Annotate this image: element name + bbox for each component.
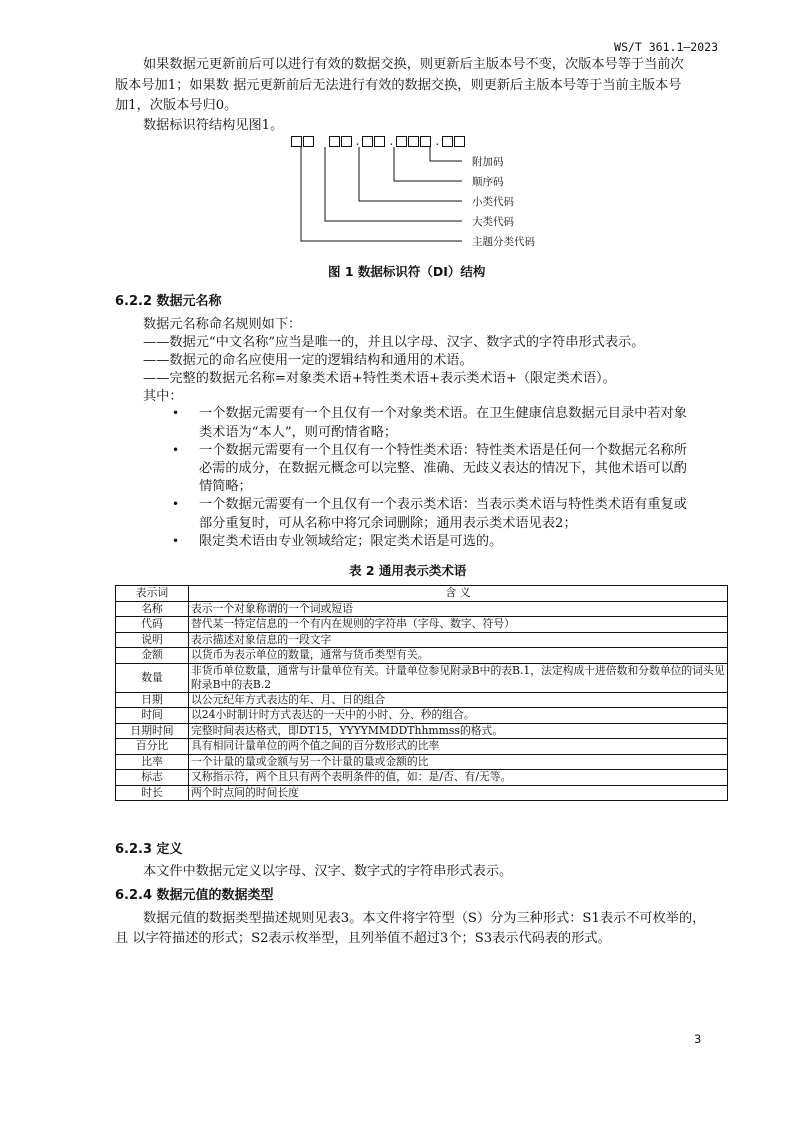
table-row [116,617,728,633]
meaning-cell: 表示一个对象称谓的一个词或短语 [189,601,728,617]
general-representation-terms-table [115,585,728,801]
term-cell: 数量 [116,663,189,692]
identifier-separator: . [389,134,394,148]
term-cell: 说明 [116,632,189,648]
label-subject-category-code: 主题分类代码 [472,236,535,248]
intro-line-2: 版本号加1；如果数 据元更新前后无法进行有效的数据交换，则更新后主版本号等于当前主版本号 [115,78,682,93]
table-row [116,739,728,755]
meaning-cell: 又称指示符，两个且只有两个表明条件的值，如：是/否、有/无等。 [189,770,728,786]
identifier-structure-connectors [0,0,793,260]
section-6-2-4-heading: 6.2.4 数据元值的数据类型 [115,888,274,903]
table-row [116,632,728,648]
term-cell: 金额 [116,648,189,664]
among-label: 其中： [143,389,183,404]
table-row [116,754,728,770]
bullet-2-line-1: 一个数据元需要有一个且仅有一个特性类术语：特性类术语是任何一个数据元名称所 [199,443,687,458]
term-cell: 标志 [116,770,189,786]
meaning-cell: 具有相同计量单位的两个值之间的百分数形式的比率 [189,739,728,755]
table-row [116,692,728,708]
meaning-cell: 替代某一特定信息的一个有内在规则的字符串（字母、数字、符号） [189,617,728,633]
meaning-cell: 以货币为表示单位的数量，通常与货币类型有关。 [189,648,728,664]
naming-rule-2: ——数据元的命名应使用一定的逻辑结构和通用的术语。 [143,353,473,368]
page-number: 3 [694,1032,702,1046]
definition-text: 本文件中数据元定义以字母、汉字、数字式的字符串形式表示。 [143,864,513,879]
connector-line [394,147,462,181]
meaning-cell: 以24小时制计时方式表达的一天中的小时、分、秒的组合。 [189,708,728,724]
naming-rule-3: ——完整的数据元名称=对象类术语+特性类术语+表示类术语+（限定类术语）。 [143,371,616,386]
bullet-1-line-2: 类术语为“本人”，则可酌情省略； [199,425,398,440]
table-header-cell: 含 义 [189,586,728,602]
meaning-cell: 非货币单位数量，通常与计量单位有关。计量单位参见附录B中的表B.1，法定构成十进倍数和分数单位的词头见附录B中的表B.2 [189,663,728,692]
label-append-code: 附加码 [472,156,504,168]
table-header-row [116,586,728,602]
connector-line [359,147,462,201]
bullet-3-line-2: 部分重复时，可从名称中将冗余词删除；通用表示类术语见表2； [199,516,577,531]
table-row [116,770,728,786]
term-cell: 日期 [116,692,189,708]
meaning-cell: 完整时间表达格式，即DT15，YYYYMMDDThhmmss的格式。 [189,723,728,739]
meaning-cell: 表示描述对象信息的一段文字 [189,632,728,648]
meaning-cell: 以公元纪年方式表达的年、月、日的组合 [189,692,728,708]
bullet-marker: • [172,534,180,548]
table-row [116,785,728,801]
table-row [116,708,728,724]
term-cell: 名称 [116,601,189,617]
identifier-separator: . [355,134,360,148]
bullet-1-line-1: 一个数据元需要有一个且仅有一个对象类术语。在卫生健康信息数据元目录中若对象 [199,406,687,421]
connector-line [430,147,462,161]
label-subclass-code: 小类代码 [472,196,514,208]
bullet-4-line-1: 限定类术语由专业领域给定；限定类术语是可选的。 [199,534,503,549]
term-cell: 时间 [116,708,189,724]
term-cell: 百分比 [116,739,189,755]
data-type-line-1: 数据元值的数据类型描述规则见表3。本文件将字符型（S）分为三种形式：S1表示不可枚举的， [143,911,706,926]
section-6-2-2-heading: 6.2.2 数据元名称 [115,294,222,309]
naming-rule-1: ——数据元“中文名称”应当是唯一的，并且以字母、汉字、数字式的字符串形式表示。 [143,335,645,350]
meaning-cell: 一个计量的量或金额与另一个计量的量或金额的比 [189,754,728,770]
term-cell: 时长 [116,785,189,801]
table-2-caption: 表 2 通用表示类术语 [349,563,467,578]
label-sequence-code: 顺序码 [472,176,504,188]
table-row [116,723,728,739]
figure-1-caption: 图 1 数据标识符（DI）结构 [328,264,486,279]
meaning-cell: 两个时点间的时间长度 [189,785,728,801]
term-cell: 日期时间 [116,723,189,739]
intro-line-4: 数据标识符结构见图1。 [143,118,284,133]
document-code-header: WS/T 361.1—2023 [614,40,718,54]
table-row [116,663,728,692]
bullet-2-line-2: 必需的成分，在数据元概念可以完整、准确、无歧义表达的情况下，其他术语可以酌 [199,461,687,476]
data-type-line-2: 且 以字符描述的形式；S2表示枚举型，且列举值不超过3个；S3表示代码表的形式。 [115,931,611,946]
bullet-marker: • [172,443,180,457]
bullet-3-line-1: 一个数据元需要有一个且仅有一个表示类术语：当表示类术语与特性类术语有重复或 [199,497,687,512]
identifier-separator: . [435,134,440,148]
section-6-2-3-heading: 6.2.3 定义 [115,842,183,857]
term-cell: 比率 [116,754,189,770]
naming-rules-lead: 数据元名称命名规则如下： [143,317,302,332]
table-header-cell: 表示词 [116,586,189,602]
bullet-2-line-3: 情简略； [199,479,252,494]
intro-line-1: 如果数据元更新前后可以进行有效的数据交换，则更新后主版本号不变，次版本号等于当前次 [143,57,684,72]
intro-line-3: 加1，次版本号归0。 [115,98,238,113]
label-major-class-code: 大类代码 [472,216,514,228]
bullet-marker: • [172,497,180,511]
bullet-marker: • [172,406,180,420]
table-row [116,648,728,664]
term-cell: 代码 [116,617,189,633]
table-row [116,601,728,617]
